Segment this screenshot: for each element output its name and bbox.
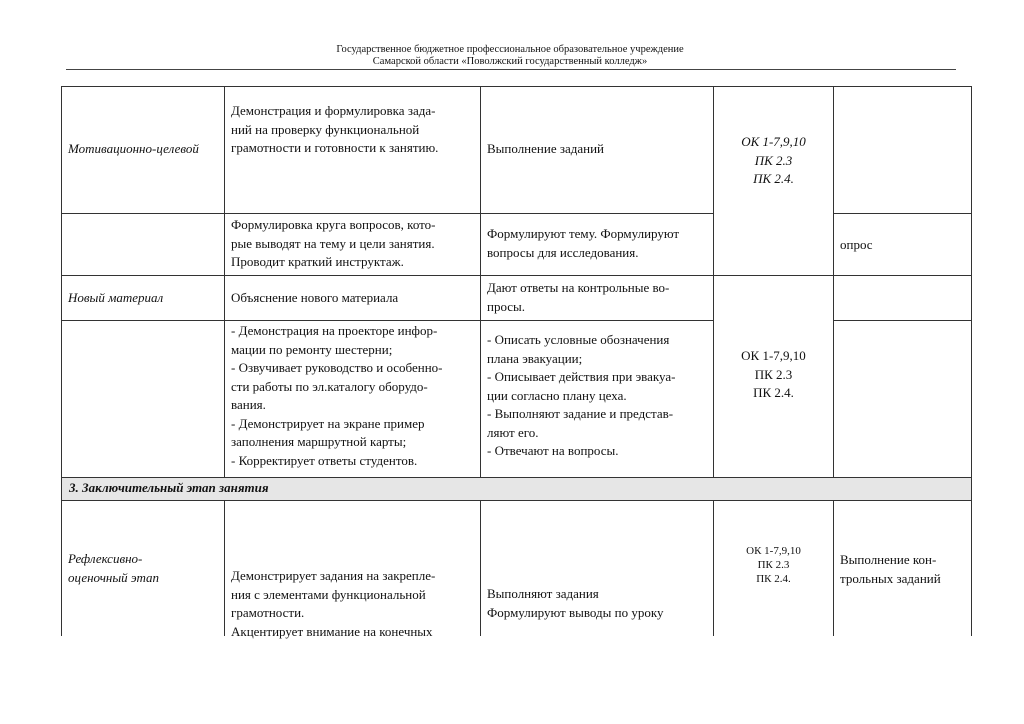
text-line: Формулировка круга вопросов, кото- [231,217,436,232]
student-activity-r1: Выполнение заданий [487,141,604,156]
control-r5 [840,551,941,588]
text-line: - Демонстрирует на экране пример [231,415,425,431]
text-line: - Отвечают на вопросы. [487,443,619,458]
teacher-activity-r2 [231,216,436,272]
text-line: ПК 2.3 [754,152,793,168]
teacher-activity-r1 [231,102,438,158]
text-line: Демонстрация и формулировка зада- [231,103,436,118]
text-line: ляют его. [487,424,539,440]
row-divider [61,477,972,478]
student-activity-r4 [487,331,675,461]
stage-motivational: Мотивационно-целевой [68,141,199,156]
row-divider [61,275,972,276]
text-line: - Описывает действия при эвакуа- [487,369,676,384]
col-divider [480,500,481,636]
text-line: ПК 2.4. [756,573,791,585]
text-line: просы. [487,298,526,314]
text-line: Дают ответы на контрольные во- [487,280,670,295]
text-line: ПК 2.4. [753,171,794,186]
text-line: плана эвакуации; [487,350,583,366]
text-line: вопросы для исследования. [487,244,639,260]
row-divider [61,213,713,214]
control-r2: опрос [840,237,873,252]
text-line: сти работы по эл.каталогу оборудо- [231,378,428,394]
row-divider [61,320,713,321]
row-divider [61,500,972,501]
text-line: ПК 2.3 [754,366,793,382]
student-activity-r2 [487,225,679,262]
teacher-activity-r5 [231,567,435,641]
text-line: Рефлексивно- [68,551,143,566]
text-line: заполнения маршрутной карты; [231,434,407,449]
text-line: - Озвучивает руководство и особенно- [231,360,443,375]
text-line: - Описать условные обозначения [487,332,670,347]
text-line: - Выполняют задание и представ- [487,406,674,421]
text-line: грамотности и готовности к занятию. [231,140,439,155]
text-line: ний на проверку функциональной [231,121,420,137]
text-line: Выполнение кон- [840,552,937,567]
row-divider [833,213,972,214]
text-line: ПК 2.3 [757,559,790,571]
text-line: ОК 1-7,9,10 [746,545,801,557]
text-line: Демонстрирует задания на закрепле- [231,568,436,583]
text-line: грамотности. [231,605,305,620]
text-line: оценочный этап [68,569,160,585]
table-border-left [61,86,62,636]
teacher-activity-r4 [231,322,443,470]
col-divider [224,500,225,636]
text-line: ОК 1-7,9,10 [741,134,806,149]
text-line: Формулируют тему. Формулируют [487,226,680,241]
text-line: - Корректирует ответы студентов. [231,452,418,468]
text-line: ПК 2.4. [753,385,794,400]
stage-new-material: Новый материал [68,290,164,305]
header-line-1: Государственное бюджетное профессиональное образовательное учреждение [336,44,684,55]
row-divider [61,86,972,87]
competences-r5 [714,544,833,586]
col-divider [833,86,834,477]
text-line: Проводит краткий инструктаж. [231,254,404,269]
text-line: рые выводят на тему и цели занятия. [231,235,435,251]
section-heading-final-stage: 3. Заключительный этап занятия [69,480,269,495]
text-line: Формулируют выводы по уроку [487,604,664,620]
student-activity-r5 [487,585,663,622]
competences-r4 [714,347,833,403]
header-line-2: Самарской области «Поволжский государственный колледж» [372,56,648,67]
col-divider [480,86,481,477]
text-line: ОК 1-7,9,10 [741,348,806,363]
teacher-activity-r3: Объяснение нового материала [231,290,399,305]
col-divider [833,500,834,636]
text-line: трольных заданий [840,570,941,586]
stage-reflexive [68,550,159,587]
row-divider [833,320,972,321]
text-line: мации по ремонту шестерни; [231,341,393,357]
text-line: - Демонстрация на проекторе инфор- [231,323,438,338]
text-line: Акцентирует внимание на конечных [231,623,433,639]
document-header [60,44,960,68]
text-line: Выполняют задания [487,586,599,601]
header-rule [66,69,956,70]
text-line: вания. [231,397,266,412]
competences-r1 [714,133,833,189]
text-line: ции согласно плану цеха. [487,387,627,403]
student-activity-r3 [487,279,669,316]
text-line: ния с элементами функциональной [231,586,426,602]
table-border-right [971,86,972,636]
col-divider [224,86,225,477]
